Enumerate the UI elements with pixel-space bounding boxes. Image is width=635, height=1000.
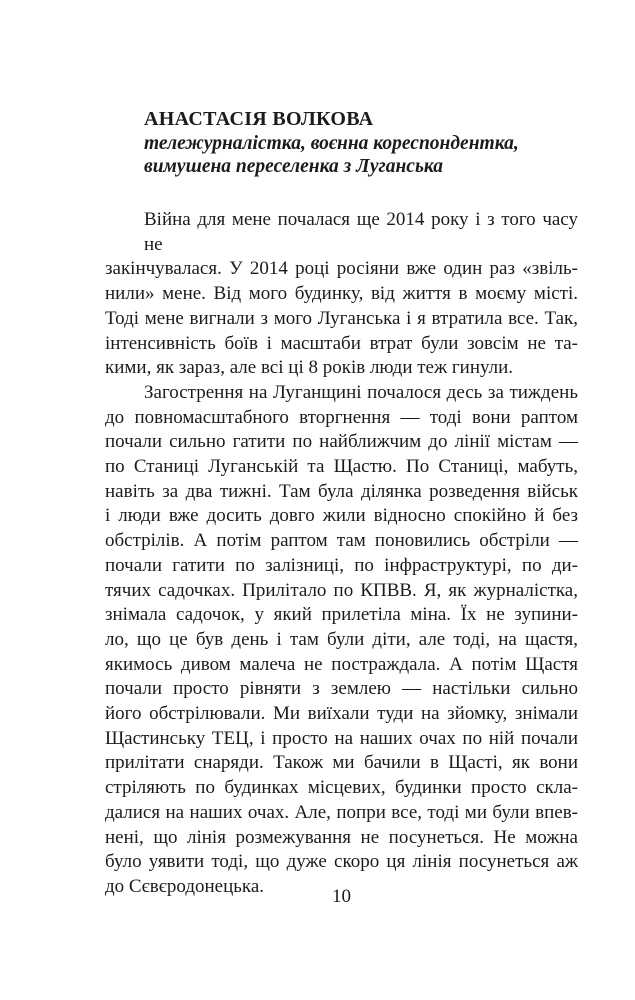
text-line: далися на наших очах. Але, попри все, тоді ми були впев- [105, 801, 578, 823]
text-line: нені, що лінія розмежування не посунеться. Не можна [105, 826, 578, 848]
text-line: інтенсивність боїв і масштаби втрат були зовсім не та- [105, 332, 578, 354]
text-line: ло, що це був день і там були діти, але тоді, на щастя, [105, 628, 578, 650]
text-line: по Станиці Луганській та Щастю. По Станиці, мабуть, [105, 456, 578, 478]
text-line: обстрілів. А потім раптом там поновились обстріли — [105, 530, 578, 552]
speaker-subtitle-line: тележурналістка, воєнна кореспондентка, [144, 133, 519, 154]
speaker-name: АНАСТАСІЯ ВОЛКОВА [144, 108, 374, 130]
text-line: якимось дивом малеча не постраждала. А потім Щастя [105, 653, 578, 675]
text-line: кими, як зараз, але всі ці 8 років люди теж гинули. [105, 357, 514, 379]
text-line: Війна для мене почалася ще 2014 року і з того часу не [144, 209, 578, 255]
page-number: 10 [332, 886, 351, 907]
text-line: навіть за два тижні. Там була ділянка розведення військ [105, 480, 578, 502]
text-line: знімала садочок, у який прилетіла міна. Їх не зупини- [105, 604, 578, 626]
text-line: почали просто рівняти з землею — настільки сильно [105, 678, 578, 700]
text-line: тячих садочках. Прилітало по КПВВ. Я, як журналістка, [105, 579, 578, 601]
text-line: до повномасштабного вторгнення — тоді вони раптом [105, 406, 578, 428]
speaker-header [144, 106, 578, 179]
paragraph [105, 381, 578, 900]
text-line: нили» мене. Від мого будинку, від життя в моєму місті. [105, 283, 578, 305]
text-line: Щастинську ТЕЦ, і просто на наших очах по ній почали [105, 727, 578, 749]
text-line: стріляють по будинках місцевих, будинки просто скла- [105, 777, 578, 799]
text-line: і люди вже досить довго жили відносно спокійно й без [105, 505, 578, 527]
text-line: почали сильно гатити по найближчим до лінії містам — [105, 431, 578, 453]
text-line: почали гатити по залізниці, по інфраструктурі, по ди- [105, 554, 578, 576]
text-line: прилітати снаряди. Також ми бачили в Щасті, як вони [105, 752, 578, 774]
speaker-subtitle-line: вимушена переселенка з Луганська [144, 155, 444, 177]
text-line: Тоді мене вигнали з мого Луганська і я втратила все. Так, [105, 307, 578, 329]
paragraph [105, 208, 578, 381]
text-line: Загострення на Луганщині почалося десь за тиждень [144, 381, 578, 403]
text-line: його обстрілювали. Ми виїхали туди на зйомку, знімали [105, 703, 578, 725]
text-line: було уявити тоді, що дуже скоро ця лінія посунеться аж [105, 851, 578, 873]
body-text [105, 208, 578, 900]
text-line: закінчувалася. У 2014 році росіяни вже один раз «звіль- [105, 258, 578, 280]
text-line: до Сєвєродонецька. [105, 875, 265, 897]
